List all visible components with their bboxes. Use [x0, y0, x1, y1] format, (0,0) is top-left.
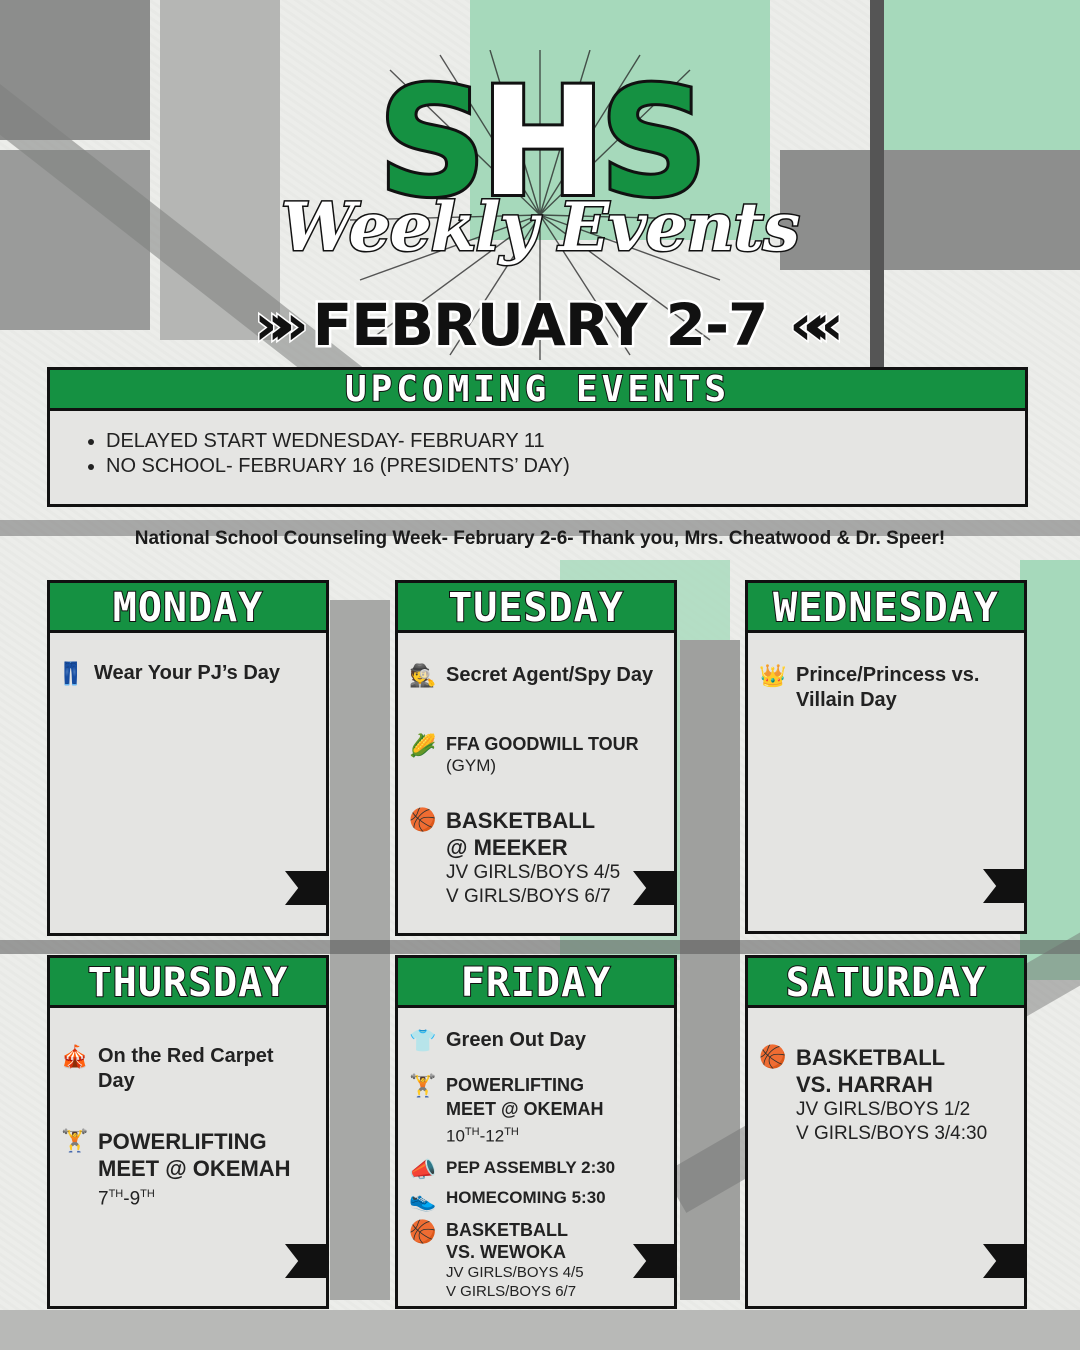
flag-marker — [983, 869, 1027, 903]
event-title: Day — [98, 1070, 135, 1092]
shs-logo: SHS — [378, 56, 702, 230]
chevrons-right-icon: »» — [254, 292, 291, 358]
red-carpet-icon: 🎪 — [61, 1044, 89, 1069]
upcoming-item: • NO SCHOOL- FEBRUARY 16 (PRESIDENTS’ DAY) — [106, 454, 1025, 479]
event-detail: JV GIRLS/BOYS 4/5 — [446, 862, 621, 883]
event-title: @ MEEKER — [446, 835, 568, 860]
weekly-events-script-title: Weekly Events — [280, 188, 800, 266]
event-item — [408, 733, 639, 777]
pajamas-icon: 👖 — [57, 661, 85, 686]
event-title: HOMECOMING 5:30 — [446, 1188, 606, 1207]
spy-icon: 🕵 — [409, 663, 437, 688]
day-title-saturday: SATURDAY — [748, 958, 1024, 1008]
event-item — [758, 663, 979, 713]
day-title-monday: MONDAY — [50, 583, 326, 633]
megaphone-icon: 📣 — [409, 1157, 437, 1182]
basketball-icon: 🏀 — [759, 1044, 787, 1069]
event-item — [408, 1187, 606, 1213]
event-detail: (GYM) — [446, 756, 497, 775]
event-item — [408, 1219, 584, 1301]
upcoming-events-box — [47, 367, 1028, 507]
event-title: VS. HARRAH — [796, 1072, 933, 1097]
flag-marker — [285, 1244, 329, 1278]
event-detail: V GIRLS/BOYS 3/4:30 — [796, 1123, 988, 1144]
event-item — [60, 1044, 274, 1094]
event-title: BASKETBALL — [446, 808, 596, 833]
counseling-week-note: National School Counseling Week- February 2-6- Thank you, Mrs. Cheatwood & Dr. Speer! — [134, 528, 946, 549]
event-item — [408, 1157, 615, 1183]
dumbbell-icon: 🏋 — [409, 1073, 437, 1098]
day-title-tuesday: TUESDAY — [398, 583, 674, 633]
event-title: BASKETBALL — [796, 1045, 946, 1070]
green-shirt-icon: 👕 — [409, 1028, 437, 1053]
event-title: FFA GOODWILL TOUR — [446, 734, 639, 754]
event-title: Green Out Day — [446, 1029, 587, 1051]
event-item — [758, 1044, 987, 1146]
day-title-friday: FRIDAY — [398, 958, 674, 1008]
day-card-wednesday — [745, 580, 1027, 934]
event-item — [408, 663, 653, 689]
event-title: BASKETBALL — [446, 1220, 568, 1240]
day-card-friday — [395, 955, 677, 1309]
flag-marker — [633, 1244, 677, 1278]
event-grades: 7TH-9TH — [98, 1188, 155, 1210]
day-title-wednesday: WEDNESDAY — [748, 583, 1024, 633]
event-title: POWERLIFTING — [446, 1075, 584, 1095]
event-title: Secret Agent/Spy Day — [446, 664, 654, 686]
upcoming-events-list — [50, 411, 1025, 479]
crown-icon: 👑 — [759, 663, 787, 688]
event-title: On the Red Carpet — [98, 1045, 274, 1067]
event-title: POWERLIFTING — [98, 1129, 267, 1154]
event-item — [408, 1028, 586, 1054]
crown-sneaker-icon: 👟 — [409, 1187, 437, 1212]
event-title: VS. WEWOKA — [446, 1242, 566, 1262]
basketball-icon: 🏀 — [409, 1219, 437, 1244]
flag-marker — [285, 871, 329, 905]
event-title: MEET @ OKEMAH — [446, 1099, 604, 1119]
dumbbell-icon: 🏋 — [61, 1128, 89, 1153]
day-card-saturday — [745, 955, 1027, 1309]
event-detail: V GIRLS/BOYS 6/7 — [446, 886, 611, 907]
upcoming-events-title: UPCOMING EVENTS — [50, 370, 1025, 411]
event-title: Wear Your PJ’s Day — [94, 662, 281, 684]
event-item — [408, 807, 620, 909]
event-title: Villain Day — [796, 689, 897, 711]
flag-marker — [633, 871, 677, 905]
event-title: Prince/Princess vs. — [796, 664, 980, 686]
date-title: FEBRUARY 2-7 — [312, 291, 768, 359]
basketball-icon: 🏀 — [409, 807, 437, 832]
upcoming-item: • DELAYED START WEDNESDAY- FEBRUARY 11 — [106, 429, 1025, 454]
event-detail: JV GIRLS/BOYS 4/5 — [446, 1264, 584, 1281]
event-item — [56, 661, 280, 687]
event-grades: 10TH-12TH — [446, 1126, 519, 1146]
ffa-emblem-icon: 🌽 — [409, 733, 437, 758]
chevrons-left-icon: «« — [789, 292, 826, 358]
event-item — [60, 1128, 291, 1211]
event-title: MEET @ OKEMAH — [98, 1156, 291, 1181]
day-card-tuesday — [395, 580, 677, 936]
day-card-thursday — [47, 955, 329, 1309]
event-detail: JV GIRLS/BOYS 1/2 — [796, 1099, 971, 1120]
event-title: PEP ASSEMBLY 2:30 — [446, 1158, 616, 1177]
day-card-monday — [47, 580, 329, 936]
day-title-thursday: THURSDAY — [50, 958, 326, 1008]
flag-marker — [983, 1244, 1027, 1278]
event-item — [408, 1073, 604, 1148]
date-banner — [0, 290, 1080, 360]
event-detail: V GIRLS/BOYS 6/7 — [446, 1283, 577, 1300]
